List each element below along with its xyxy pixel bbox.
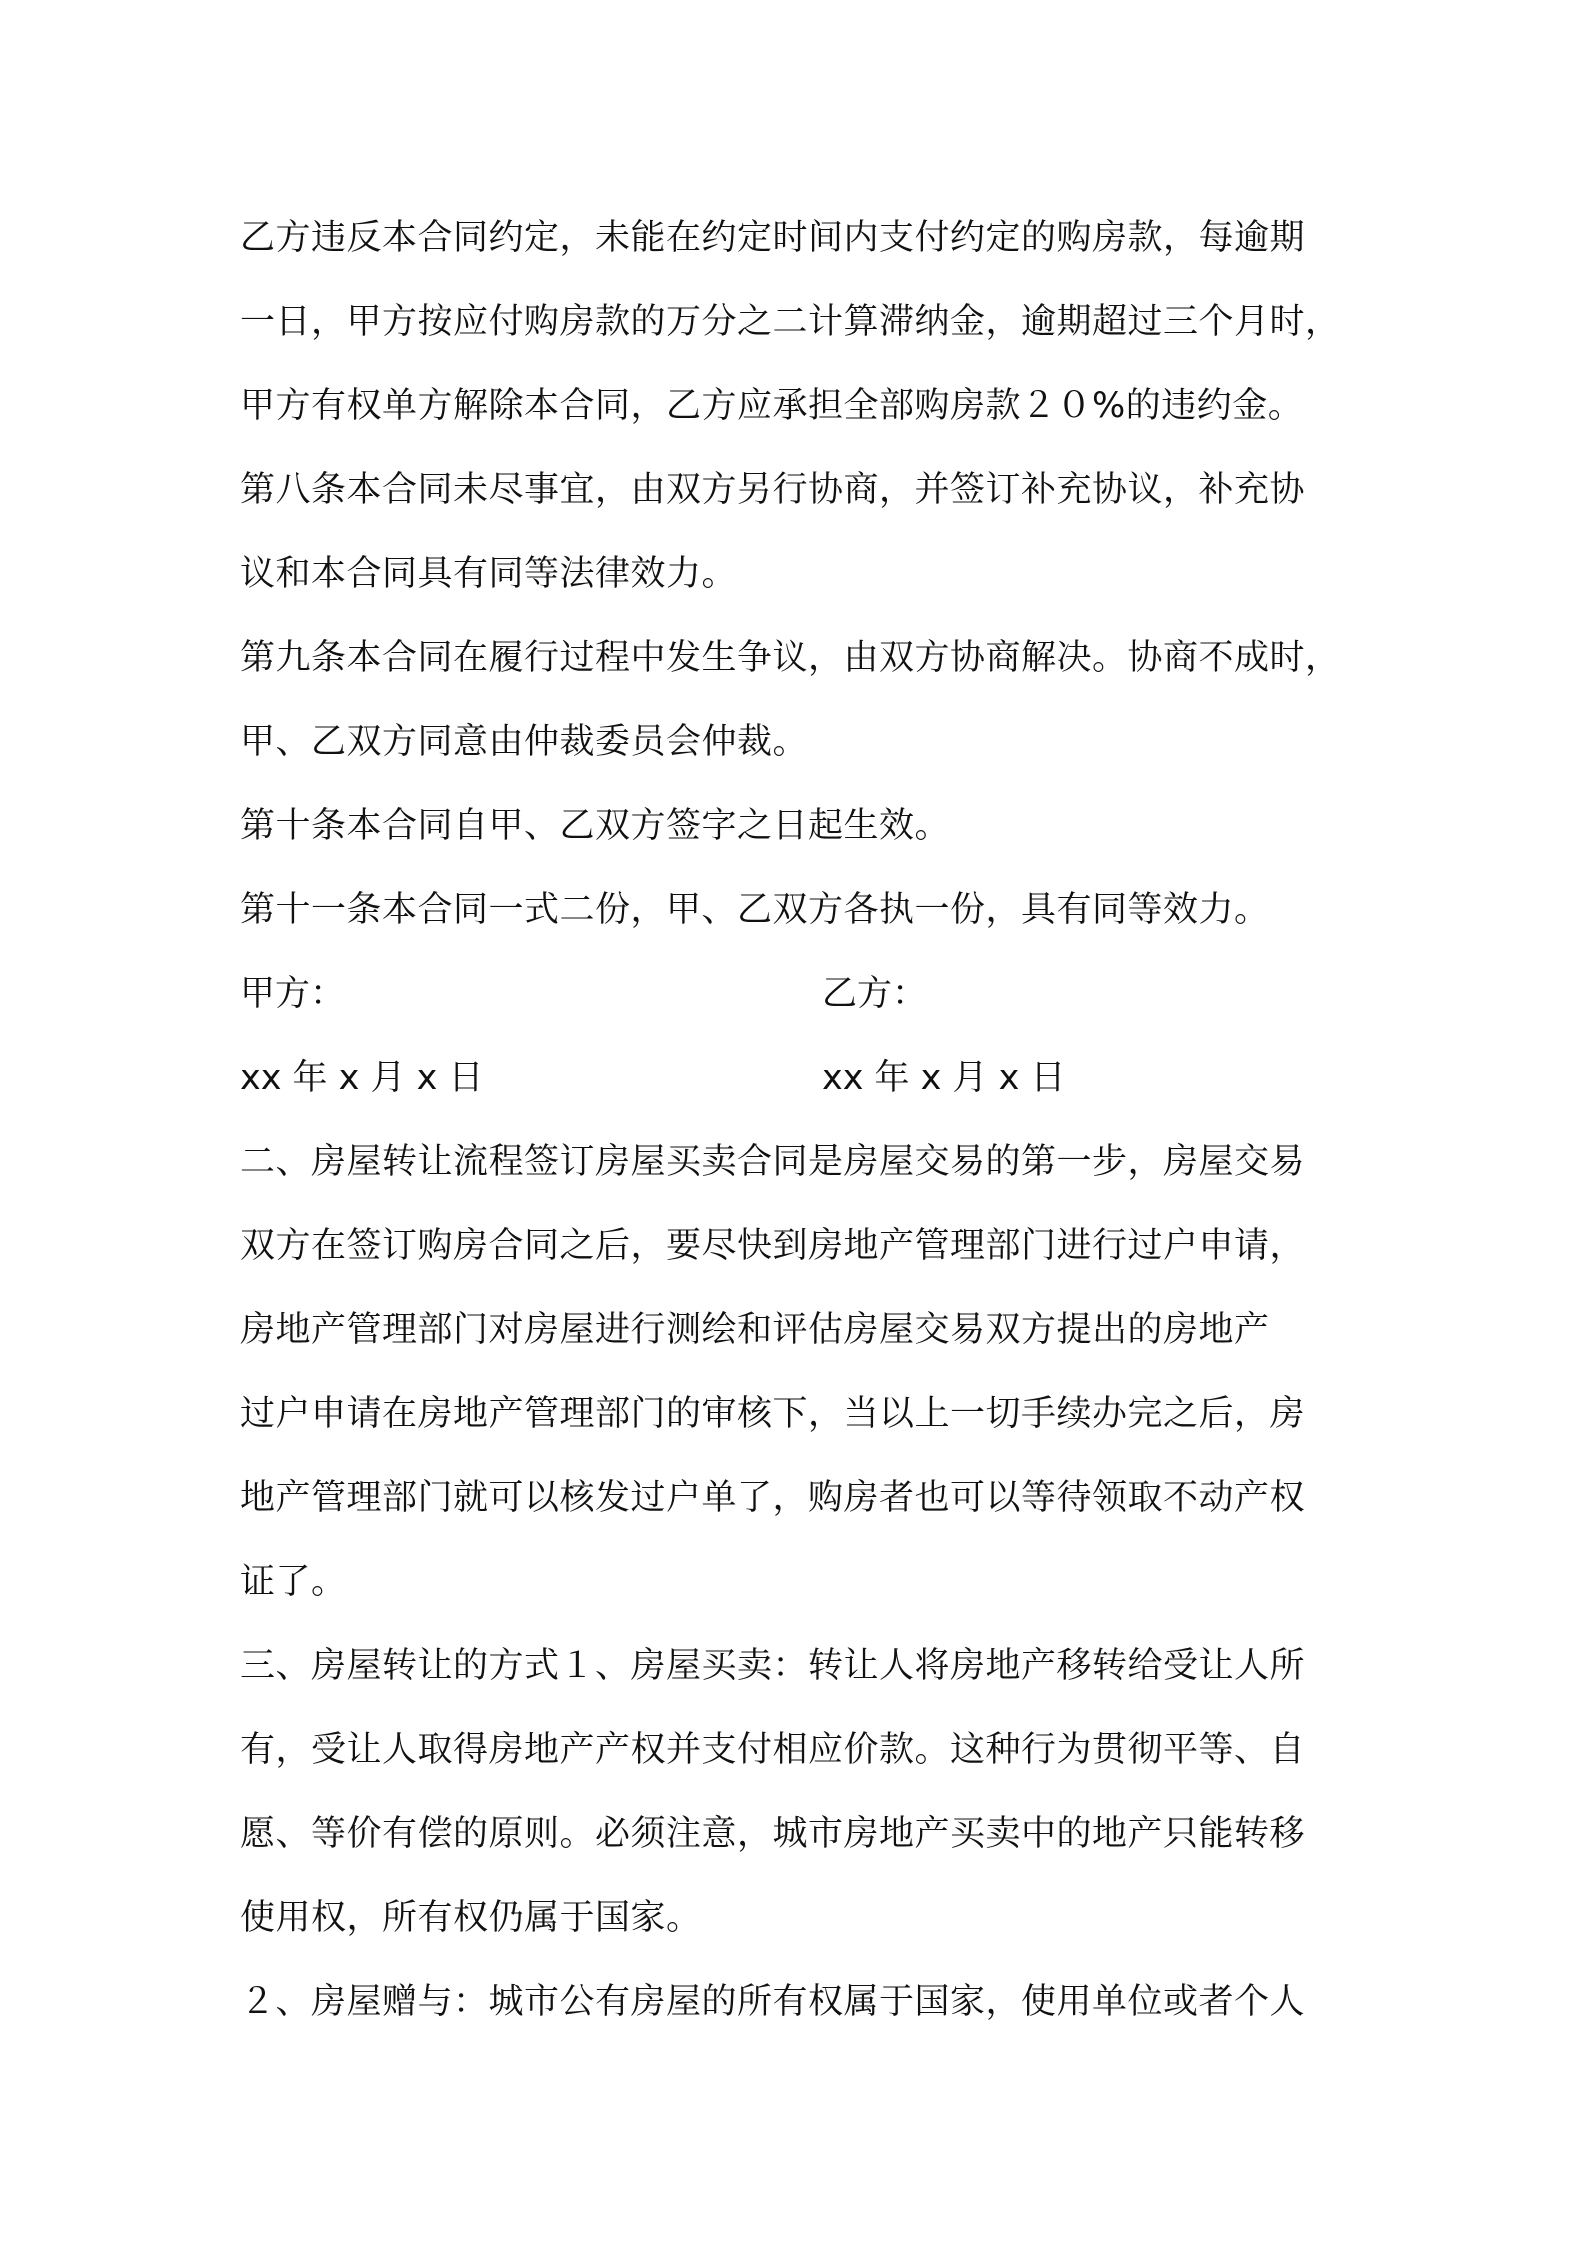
text-line: 过户申请在房地产管理部门的审核下，当以上一切手续办完之后，房 [240, 1394, 1306, 1434]
text-line: 双方在签订购房合同之后，要尽快到房地产管理部门进行过户申请， [240, 1226, 1306, 1266]
text-line: 甲方有权单方解除本合同，乙方应承担全部购房款２０%的违约金。 [240, 386, 1304, 426]
text-line: 有，受让人取得房地产产权并支付相应价款。这种行为贯彻平等、自 [240, 1730, 1306, 1770]
text-line: 第八条本合同未尽事宜，由双方另行协商，并签订补充协议，补充协 [240, 470, 1306, 510]
text-line: 二、房屋转让流程签订房屋买卖合同是房屋交易的第一步，房屋交易 [240, 1142, 1306, 1182]
party-a-date: xx 年 x 月 x 日 [240, 1058, 484, 1098]
text-line: 议和本合同具有同等法律效力。 [240, 554, 738, 594]
text-line: 证了。 [240, 1562, 347, 1602]
text-line: 使用权，所有权仍属于国家。 [240, 1898, 702, 1938]
party-b-date: xx 年 x 月 x 日 [822, 1058, 1066, 1098]
text-line: 三、房屋转让的方式１、房屋买卖：转让人将房地产移转给受让人所 [240, 1646, 1306, 1686]
text-line: 第十一条本合同一式二份，甲、乙双方各执一份，具有同等效力。 [240, 890, 1270, 930]
text-line: 一日，甲方按应付购房款的万分之二计算滞纳金，逾期超过三个月时， [240, 302, 1341, 342]
party-b-label: 乙方： [822, 974, 928, 1014]
signature-dates-row [240, 1036, 1355, 1120]
text-line: 愿、等价有偿的原则。必须注意，城市房地产买卖中的地产只能转移 [240, 1814, 1306, 1854]
document-body [240, 196, 1355, 2044]
text-line: 第九条本合同在履行过程中发生争议，由双方协商解决。协商不成时， [240, 638, 1341, 678]
text-line: 房地产管理部门对房屋进行测绘和评估房屋交易双方提出的房地产 [240, 1310, 1270, 1350]
text-line: 第十条本合同自甲、乙双方签字之日起生效。 [240, 806, 951, 846]
text-line: 乙方违反本合同约定，未能在约定时间内支付约定的购房款，每逾期 [240, 218, 1306, 258]
signature-labels-row [240, 952, 1355, 1036]
text-line: ２、房屋赠与：城市公有房屋的所有权属于国家，使用单位或者个人 [240, 1982, 1306, 2022]
party-a-label: 甲方： [240, 974, 346, 1014]
text-line: 甲、乙双方同意由仲裁委员会仲裁。 [240, 722, 809, 762]
text-line: 地产管理部门就可以核发过户单了，购房者也可以等待领取不动产权 [240, 1478, 1306, 1518]
